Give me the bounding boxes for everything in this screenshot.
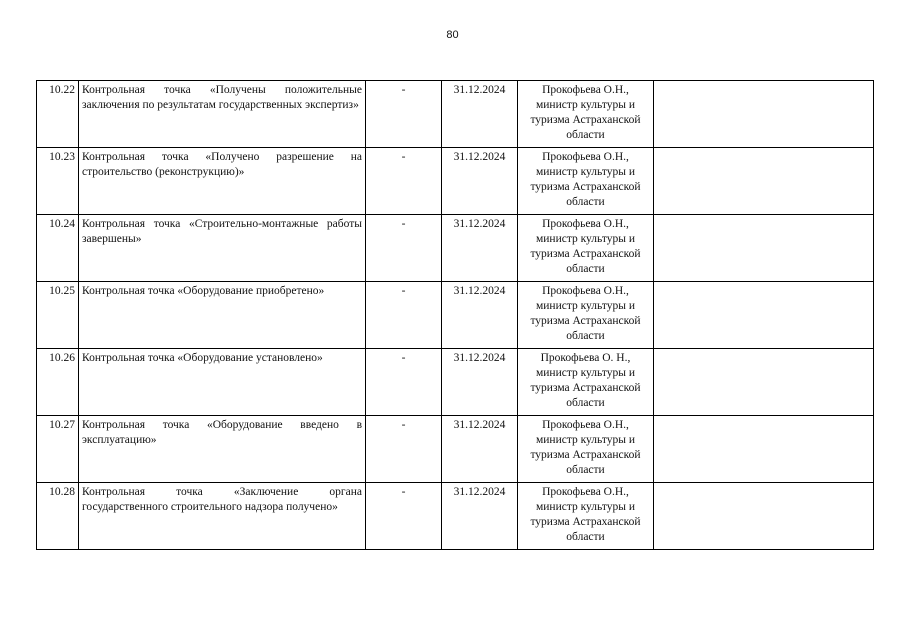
extra-cell (654, 349, 874, 416)
responsible-cell: Прокофьева О.Н., министр культуры и туризма Астраханской области (518, 81, 654, 148)
end-date-cell: 31.12.2024 (442, 349, 518, 416)
page-number: 80 (446, 29, 459, 41)
end-date-cell: 31.12.2024 (442, 148, 518, 215)
extra-cell (654, 416, 874, 483)
end-date-cell: 31.12.2024 (442, 81, 518, 148)
row-number: 10.25 (37, 282, 79, 349)
table-row (37, 349, 874, 416)
end-date-cell: 31.12.2024 (442, 215, 518, 282)
responsible-cell: Прокофьева О.Н., министр культуры и туризма Астраханской области (518, 416, 654, 483)
end-date-cell: 31.12.2024 (442, 282, 518, 349)
start-date-cell: - (366, 349, 442, 416)
table-row (37, 416, 874, 483)
extra-cell (654, 148, 874, 215)
table-row (37, 282, 874, 349)
responsible-cell: Прокофьева О.Н., министр культуры и туризма Астраханской области (518, 215, 654, 282)
responsible-cell: Прокофьева О.Н., министр культуры и туризма Астраханской области (518, 483, 654, 550)
row-number: 10.22 (37, 81, 79, 148)
row-number: 10.27 (37, 416, 79, 483)
start-date-cell: - (366, 416, 442, 483)
control-point-name: Контрольная точка «Оборудование введено в эксплуатацию» (79, 416, 366, 483)
start-date-cell: - (366, 81, 442, 148)
control-point-name: Контрольная точка «Заключение органа государственного строительного надзора получено» (79, 483, 366, 550)
control-point-name: Контрольная точка «Оборудование приобретено» (79, 282, 366, 349)
control-point-name: Контрольная точка «Оборудование установлено» (79, 349, 366, 416)
row-number: 10.24 (37, 215, 79, 282)
end-date-cell: 31.12.2024 (442, 416, 518, 483)
control-point-name: Контрольная точка «Получены положительные заключения по результатам государственных экспертиз» (79, 81, 366, 148)
control-points-table (36, 80, 874, 550)
extra-cell (654, 215, 874, 282)
table-row (37, 483, 874, 550)
table-row (37, 215, 874, 282)
extra-cell (654, 81, 874, 148)
end-date-cell: 31.12.2024 (442, 483, 518, 550)
row-number: 10.23 (37, 148, 79, 215)
responsible-cell: Прокофьева О.Н., министр культуры и туризма Астраханской области (518, 148, 654, 215)
control-point-name: Контрольная точка «Получено разрешение на строительство (реконструкцию)» (79, 148, 366, 215)
control-point-name: Контрольная точка «Строительно-монтажные работы завершены» (79, 215, 366, 282)
start-date-cell: - (366, 483, 442, 550)
responsible-cell: Прокофьева О.Н., министр культуры и туризма Астраханской области (518, 282, 654, 349)
start-date-cell: - (366, 215, 442, 282)
start-date-cell: - (366, 282, 442, 349)
extra-cell (654, 282, 874, 349)
extra-cell (654, 483, 874, 550)
row-number: 10.26 (37, 349, 79, 416)
table-row (37, 81, 874, 148)
table-row (37, 148, 874, 215)
start-date-cell: - (366, 148, 442, 215)
row-number: 10.28 (37, 483, 79, 550)
responsible-cell: Прокофьева О. Н., министр культуры и туризма Астраханской области (518, 349, 654, 416)
